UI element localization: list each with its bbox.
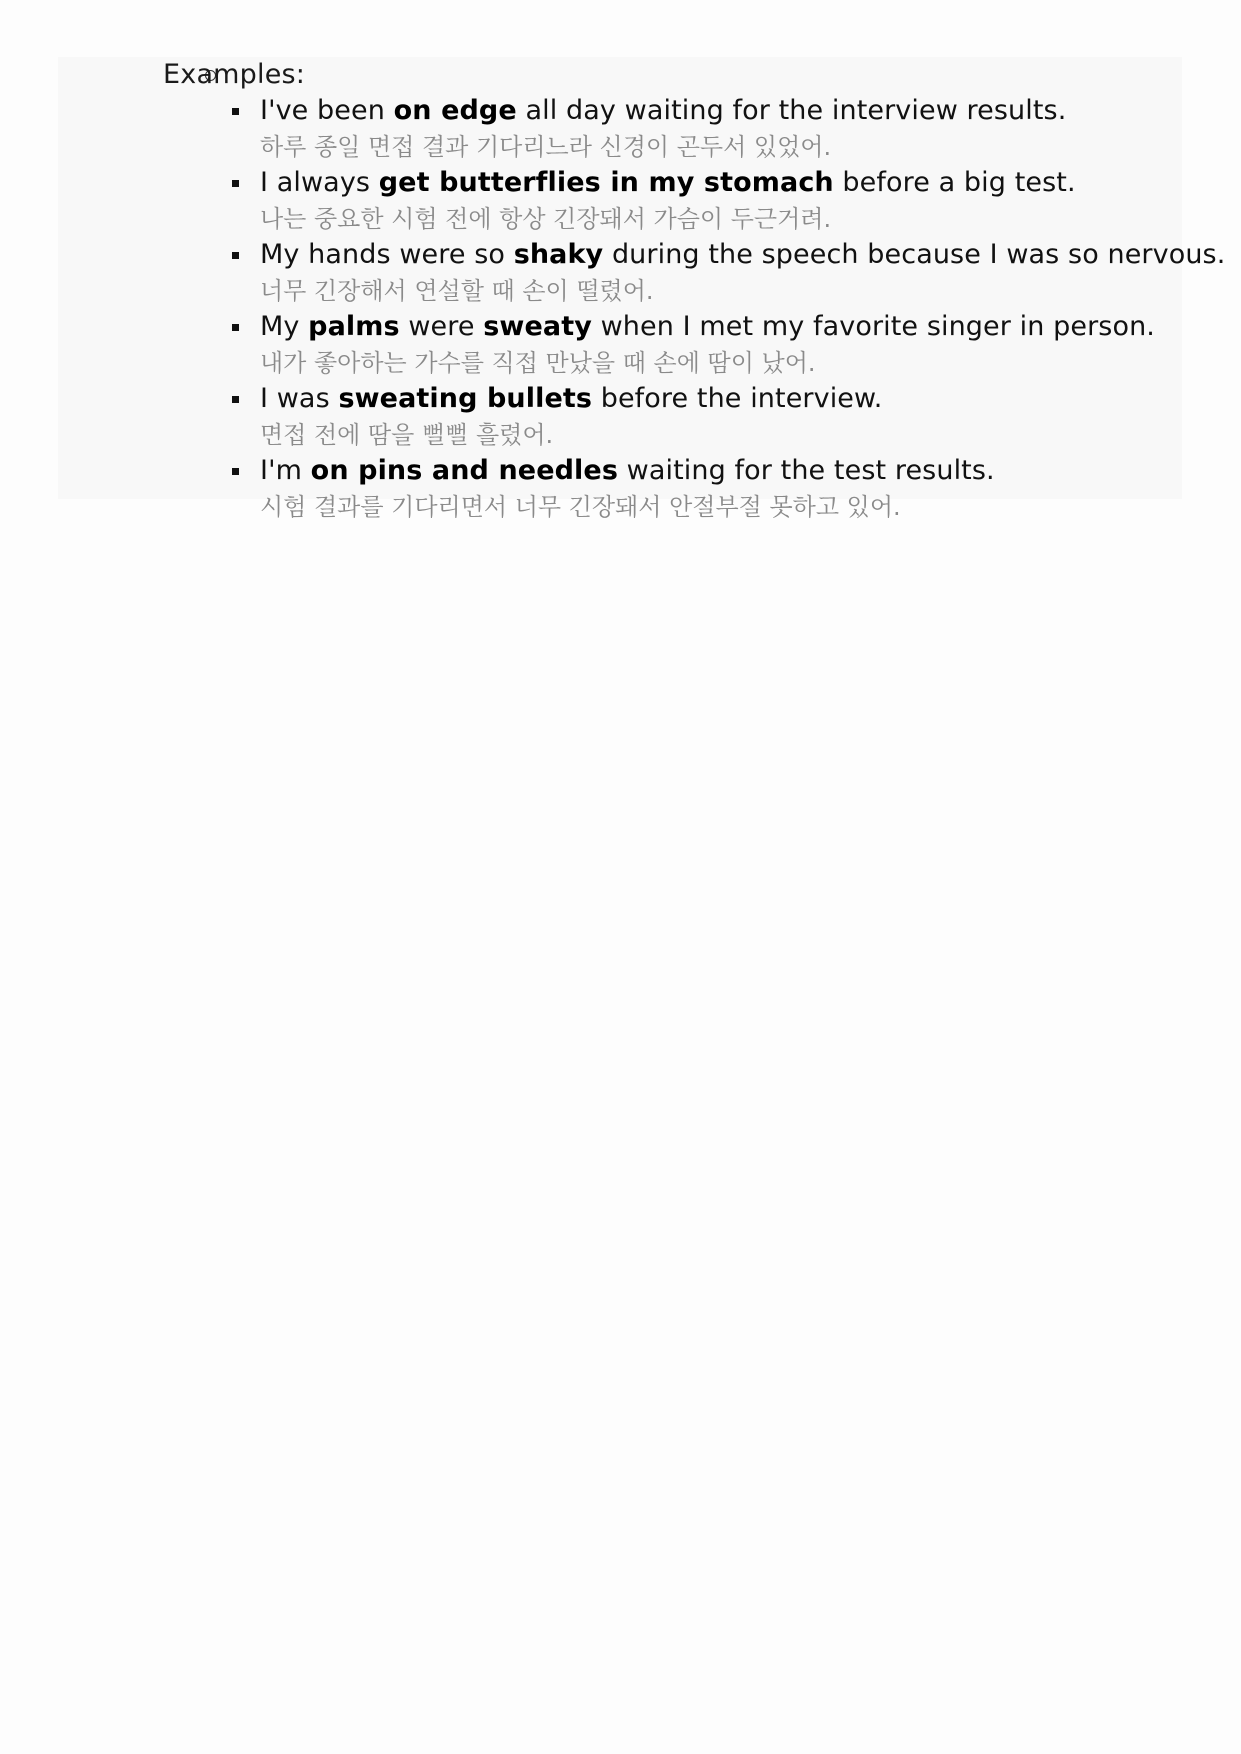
example-item-1: [170, 93, 1170, 165]
example-text: were: [399, 311, 484, 342]
example-english-3: [260, 237, 1225, 273]
example-korean-3: 너무 긴장해서 연설할 때 손이 떨렸어.: [260, 277, 654, 305]
example-phrase: sweating bullets: [338, 383, 593, 414]
example-english-1: [260, 93, 1066, 129]
square-bullet-icon: [232, 108, 239, 115]
example-text: I've been: [260, 95, 394, 126]
examples-heading-text: Examples:: [163, 59, 306, 90]
example-phrase: palms: [308, 311, 400, 342]
example-text: I'm: [260, 455, 311, 486]
example-text: waiting for the test results.: [618, 455, 995, 486]
square-bullet-icon: [232, 396, 239, 403]
example-text: My: [260, 311, 309, 342]
example-phrase: shaky: [513, 239, 604, 270]
example-english-2: [260, 165, 1076, 201]
example-phrase: on edge: [393, 95, 517, 126]
example-korean-5: 면접 전에 땀을 뻘뻘 흘렸어.: [260, 421, 554, 449]
example-korean-1: 하루 종일 면접 결과 기다리느라 신경이 곤두서 있었어.: [260, 133, 832, 161]
example-english-6: [260, 453, 995, 489]
example-english-4: [260, 309, 1155, 345]
example-item-2: [170, 165, 1170, 237]
example-text: before a big test.: [833, 167, 1076, 198]
content-panel: [58, 57, 1226, 521]
example-phrase: on pins and needles: [310, 455, 618, 486]
example-text: all day waiting for the interview results.: [516, 95, 1067, 126]
example-text: My hands were so: [260, 239, 514, 270]
example-item-3: [170, 237, 1226, 309]
example-text: during the speech because I was so nervous.: [603, 239, 1226, 270]
example-text: I always: [260, 167, 379, 198]
example-text: when I met my favorite singer in person.: [591, 311, 1155, 342]
square-bullet-icon: [232, 324, 239, 331]
example-phrase: sweaty: [483, 311, 592, 342]
example-item-6: [170, 453, 1170, 525]
example-item-4: [170, 309, 1170, 381]
example-text: before the interview.: [592, 383, 883, 414]
example-korean-4: 내가 좋아하는 가수를 직접 만났을 때 손에 땀이 났어.: [260, 349, 816, 377]
example-korean-6: 시험 결과를 기다리면서 너무 긴장돼서 안절부절 못하고 있어.: [260, 493, 901, 521]
square-bullet-icon: [232, 180, 239, 187]
example-text: I was: [260, 383, 339, 414]
example-english-5: [260, 381, 882, 417]
square-bullet-icon: [232, 468, 239, 475]
example-item-5: [170, 381, 1170, 453]
example-phrase: get butterflies in my stomach: [378, 167, 834, 198]
square-bullet-icon: [232, 252, 239, 259]
example-korean-2: 나는 중요한 시험 전에 항상 긴장돼서 가슴이 두근거려.: [260, 205, 832, 233]
